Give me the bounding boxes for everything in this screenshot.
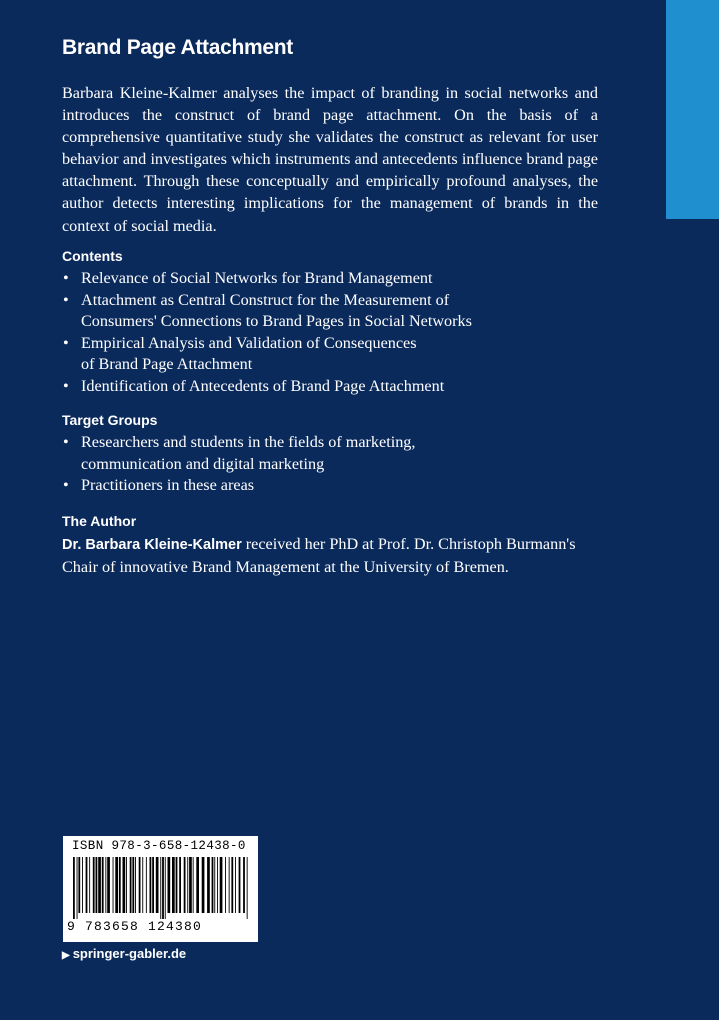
barcode-bar (207, 857, 210, 913)
barcode-bar (162, 857, 164, 919)
bullet-icon: • (63, 376, 69, 395)
author-heading: The Author (62, 513, 137, 529)
publisher-url: springer-gabler.de (72, 946, 187, 961)
list-item-text: Attachment as Central Construct for the Measurement of (81, 290, 450, 309)
barcode-bar (212, 857, 214, 913)
barcode-bar (105, 857, 106, 913)
bullet-icon: • (63, 333, 69, 352)
barcode-bar (142, 857, 143, 913)
barcode-bar (231, 857, 233, 913)
barcode-bar (160, 857, 161, 919)
barcode-bar (239, 857, 241, 913)
barcode-bar (172, 857, 175, 913)
list-item-text: Consumers' Connections to Brand Pages in Social Networks (81, 312, 472, 331)
target-groups-heading: Target Groups (62, 412, 158, 428)
barcode-bar (102, 857, 104, 913)
bullet-icon: • (63, 476, 69, 495)
barcode-bar (89, 857, 90, 913)
isbn-number: ISBN 978-3-658-12438-0 (72, 839, 246, 853)
list-item-text: Practitioners in these areas (81, 476, 255, 495)
barcode-bar (202, 857, 205, 913)
barcode-bar (135, 857, 136, 913)
barcode-bar (86, 857, 88, 913)
barcode-bar (168, 857, 171, 913)
barcode-bar (193, 857, 194, 913)
barcode-bar (247, 857, 248, 919)
barcode-bar (220, 857, 223, 913)
barcode-bar (132, 857, 134, 913)
list-item-text: Empirical Analysis and Validation of Consequences (81, 333, 417, 352)
list-item (62, 290, 622, 333)
barcode-bar (229, 857, 230, 913)
barcode-bar (96, 857, 98, 913)
publisher-link[interactable] (62, 946, 186, 961)
barcode-bar (214, 857, 215, 913)
barcode-bar (93, 857, 95, 913)
bullet-icon: • (63, 290, 69, 309)
barcode-bar (152, 857, 154, 913)
barcode-bar (150, 857, 152, 913)
barcode-bar (235, 857, 236, 913)
list-item (62, 475, 622, 497)
list-item (62, 333, 622, 376)
barcode-bar (107, 857, 110, 913)
barcode-bar (115, 857, 118, 913)
arrow-right-icon: ▶ (62, 950, 70, 961)
isbn-barcode (63, 836, 258, 942)
accent-bar (666, 0, 719, 219)
barcode-bar (217, 857, 218, 913)
barcode-bar (126, 857, 127, 913)
bullet-icon: • (63, 433, 69, 451)
barcode-bar (225, 857, 226, 913)
barcode-bar (73, 857, 75, 919)
author-name: Dr. Barbara Kleine-Kalmer (62, 537, 242, 553)
barcode-bar (113, 857, 114, 913)
author-bio-line1: received her PhD at Prof. Dr. Christoph Burmann's (241, 535, 576, 553)
barcode-bar (189, 857, 192, 913)
list-item-text: Researchers and students in the fields of marketing, (81, 433, 416, 451)
barcode-bar (77, 857, 78, 919)
barcode-bar (123, 857, 126, 913)
author-bio-line2: Chair of innovative Brand Management at the University of Bremen. (62, 558, 509, 576)
barcode-bar (179, 857, 181, 913)
barcode-bar (146, 857, 147, 913)
list-item (62, 376, 622, 398)
barcode-bar (165, 857, 166, 919)
barcode-bar (187, 857, 188, 913)
barcode-bar (196, 857, 199, 913)
book-description: Barbara Kleine-Kalmer analyses the impact of branding in social networks and introduces the construct of brand page attachment. On the basis of a comprehensive quantitative study she validates the construct as relevant for user behavior and investigates which instruments and antecedents influence brand page attachment. Through these conceptually and empirically profound analyses, the author detects interesting implications for the management of brands in the context of social media. (62, 84, 598, 235)
author-bio (62, 533, 622, 578)
book-title: Brand Page Attachment (62, 36, 293, 59)
list-item-text: communication and digital marketing (81, 454, 325, 473)
barcode-bar (156, 857, 159, 913)
barcode-bar (184, 857, 186, 913)
ean-digits: 9 783658 124380 (67, 919, 203, 934)
list-item-text: Identification of Antecedents of Brand Page Attachment (81, 376, 445, 395)
list-item (62, 268, 622, 290)
contents-heading: Contents (62, 248, 123, 264)
target-groups-list (62, 432, 622, 497)
list-item-text: of Brand Page Attachment (81, 355, 253, 374)
barcode-bar (243, 857, 245, 913)
barcode-bar (119, 857, 121, 913)
bullet-icon: • (63, 269, 69, 287)
barcode-bar (78, 857, 80, 913)
list-item (62, 432, 622, 475)
barcode-bar (82, 857, 83, 913)
barcode-bar (98, 857, 101, 913)
barcode-bar (176, 857, 178, 913)
barcode-bars (73, 857, 251, 919)
contents-list (62, 268, 622, 398)
barcode-bar (130, 857, 132, 913)
barcode-bar (139, 857, 141, 913)
list-item-text: Relevance of Social Networks for Brand Management (81, 269, 433, 287)
